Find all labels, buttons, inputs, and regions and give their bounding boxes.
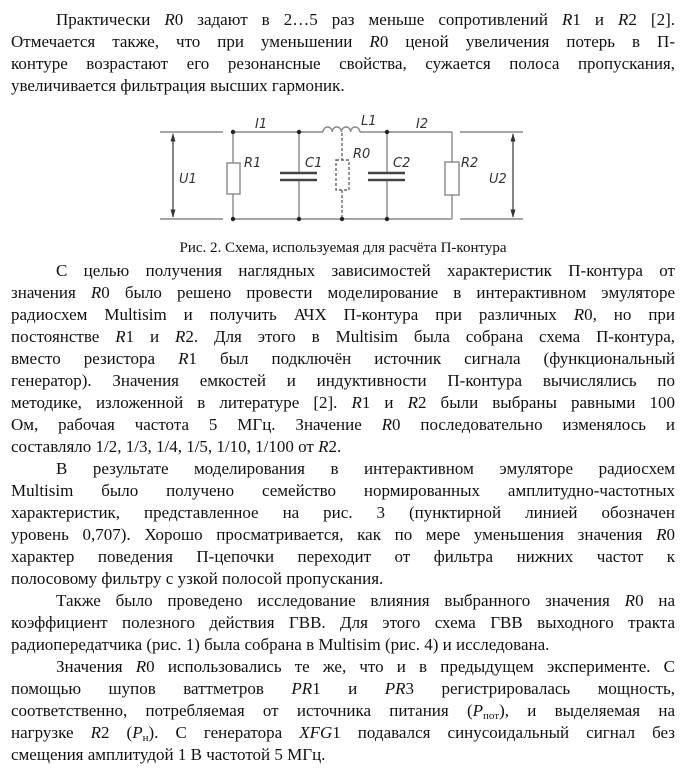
label-r2: R2 [461, 156, 479, 171]
text-run: соответственно, потребляемая от источника питания ( [11, 701, 473, 720]
text-run: Практически [56, 10, 165, 29]
text-line [11, 53, 675, 75]
text-line [11, 612, 675, 634]
resistor-r1 [227, 163, 240, 194]
paragraph-efficiency [11, 590, 675, 656]
text-run: 0, но при [584, 305, 676, 324]
italic-symbol: R [318, 437, 329, 456]
text-line [11, 304, 675, 326]
text-run: Также было проведено исследование влияния выбранного значения [56, 591, 625, 610]
italic-symbol: P [132, 723, 143, 742]
text-line [11, 9, 675, 31]
italic-symbol: R [573, 305, 585, 324]
label-u2: U2 [489, 172, 507, 187]
text-run: полосовому фильтру с узкой полосой пропускания. [11, 569, 384, 588]
text-run: 2 были выбраны равными 100 [417, 393, 676, 412]
italic-symbol: R [618, 10, 629, 29]
text-line [11, 678, 675, 700]
text-run: смещения амплитудой 1 В частотой 5 МГц. [11, 745, 326, 764]
label-c1: C1 [305, 156, 323, 171]
italic-symbol: R [115, 327, 126, 346]
label-u1: U1 [179, 172, 197, 187]
text-line [11, 282, 675, 304]
italic-symbol: PR [384, 679, 406, 698]
text-run: контуре возрастают его резонансные свойства, сужается полоса пропускания, [11, 54, 675, 73]
italic-symbol: R [135, 657, 147, 676]
text-run: 1 и [361, 393, 408, 412]
text-line [11, 568, 675, 590]
text-line [11, 656, 675, 678]
text-run: коэффициент полезного действия ГВВ. Для этого схема ГВВ выходного тракта [11, 613, 675, 632]
text-line [11, 546, 675, 568]
figure-caption: Рис. 2. Схема, используемая для расчёта П-контура [179, 240, 507, 256]
paragraph-measurement [11, 656, 675, 766]
text-line [11, 31, 675, 53]
text-run: помощью шупов ваттметров [11, 679, 292, 698]
italic-symbol: R [656, 525, 667, 544]
text-line [11, 436, 675, 458]
text-run: вместо резистора [11, 349, 179, 368]
text-line [11, 744, 675, 766]
text-line [11, 458, 675, 480]
text-run: ). С генератора [148, 723, 300, 742]
paragraph-modeling [11, 260, 675, 458]
italic-symbol: PR [291, 679, 313, 698]
text-run: характер поведения П-цепочки переходит от фильтра нижних частот к [11, 547, 675, 566]
text-run: 0 последовательно изменялось и [392, 415, 675, 434]
italic-symbol: R [407, 393, 418, 412]
text-run: 2 ( [100, 723, 133, 742]
text-run: увеличивается фильтрация высших гармоник. [11, 76, 345, 95]
text-run: В результате моделирования в интерактивном эмуляторе радиосхем [56, 459, 675, 478]
italic-symbol: R [369, 32, 380, 51]
text-line [11, 634, 675, 656]
resistor-r2 [445, 162, 459, 195]
text-run: постоянстве [11, 327, 116, 346]
text-run: 0 задают в 2…5 раз меньше сопротивлений [174, 10, 562, 29]
text-run: уровень 0,707). Хорошо просматривается, как по мере уменьшения значения [11, 525, 657, 544]
text-run: значения [11, 283, 91, 302]
text-run: 1 был подключён источник сигнала (функциональный [188, 349, 675, 368]
text-run: 0 ценой увеличения потерь в П- [379, 32, 675, 51]
text-run: Значения [56, 657, 136, 676]
label-i2: I2 [416, 117, 429, 132]
italic-symbol: R [624, 591, 636, 610]
italic-symbol: R [561, 10, 573, 29]
label-i1: I1 [255, 117, 268, 132]
pi-circuit-diagram [0, 100, 680, 240]
text-run: С целью получения наглядных зависимостей характеристик П-контура от [56, 261, 675, 280]
italic-symbol: R [351, 393, 362, 412]
label-r1: R1 [244, 156, 262, 171]
label-l1: L1 [361, 114, 377, 129]
italic-symbol: XFG [299, 723, 333, 742]
text-line [11, 502, 675, 524]
text-line [11, 722, 675, 744]
text-run: 1 и [125, 327, 175, 346]
italic-symbol: R [164, 10, 175, 29]
subscript: пот [483, 710, 500, 722]
italic-symbol: P [472, 701, 484, 720]
text-run: Ом, рабочая частота 5 МГц. Значение [11, 415, 382, 434]
resistor-r0-dashed [336, 160, 349, 190]
text-run: 1 подавался синусоидальный сигнал без [332, 723, 676, 742]
text-run: нагрузке [11, 723, 91, 742]
text-run: 0 на [635, 591, 675, 610]
text-run: 0 использовались те же, что и в предыдущем эксперименте. С [146, 657, 675, 676]
text-line [11, 326, 675, 348]
text-run: ), и выделяемая на [499, 701, 675, 720]
text-run: 1 и [312, 679, 385, 698]
text-run: радиосхем Multisim и получить АЧХ П-контура при различных [11, 305, 574, 324]
text-line [11, 480, 675, 502]
text-run: 0 [666, 525, 675, 544]
label-c2: C2 [393, 156, 411, 171]
text-run: составляло 1/2, 1/3, 1/4, 1/5, 1/10, 1/100 от [11, 437, 319, 456]
inductor-l1 [323, 127, 360, 132]
text-run: 3 регистрировалась мощность, [405, 679, 675, 698]
italic-symbol: R [90, 723, 101, 742]
text-line [11, 590, 675, 612]
italic-symbol: R [178, 349, 189, 368]
junction-dots [231, 130, 389, 221]
text-run: Отмечается также, что при уменьшении [11, 32, 370, 51]
text-line [11, 260, 675, 282]
text-run: методике, изложенной в литературе [2]. [11, 393, 352, 412]
paragraph-intro [11, 9, 675, 97]
text-line [11, 348, 675, 370]
text-line [11, 524, 675, 546]
italic-symbol: R [174, 327, 186, 346]
text-run: 1 и [572, 10, 618, 29]
paragraph-results [11, 458, 675, 590]
text-line [11, 700, 675, 722]
text-run: характеристик, представленное на рис. 3 (пунктирной линией обозначен [11, 503, 675, 522]
text-run: генератор). Значения емкостей и индуктивности П-контура вычислялись по [11, 371, 675, 390]
subscript: н [142, 732, 149, 744]
text-line [11, 370, 675, 392]
text-run: Multisim было получено семейство нормированных амплитудно-частотных [11, 481, 675, 500]
text-run: 2. Для этого в Multisim была собрана схема П-контура, [185, 327, 675, 346]
text-line [11, 414, 675, 436]
text-line [11, 392, 675, 414]
text-line [11, 75, 675, 97]
text-run: радиопередатчика (рис. 1) была собрана в Multisim (рис. 4) и исследована. [11, 635, 550, 654]
italic-symbol: R [90, 283, 102, 302]
text-run: 2. [328, 437, 342, 456]
label-r0: R0 [353, 147, 371, 162]
text-run: 2 [2]. [628, 10, 675, 29]
text-run: 0 было решено провести моделирование в интерактивном эмуляторе [101, 283, 676, 302]
italic-symbol: R [381, 415, 393, 434]
